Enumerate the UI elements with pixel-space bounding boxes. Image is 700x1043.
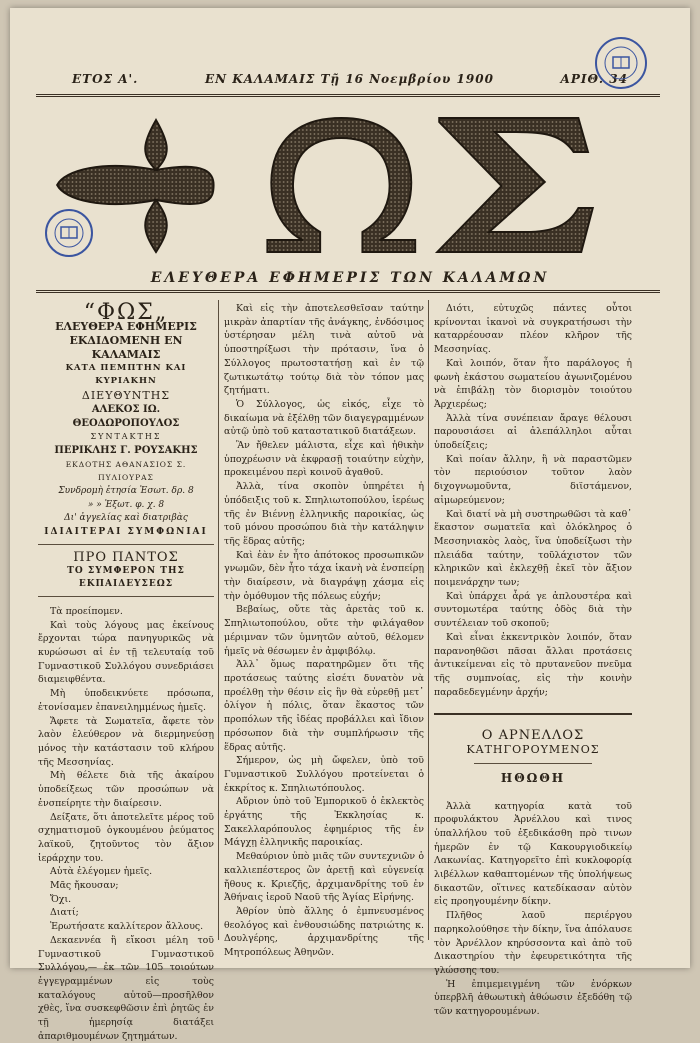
library-stamp-masthead-icon	[44, 208, 94, 258]
pub-line: ΔΙΕΥΘΥΝΤΗΣ	[81, 389, 171, 403]
pub-line: ΚΑΤΑ ΠΕΜΠΤΗΝ ΚΑΙ ΚΥΡΙΑΚΗΝ	[65, 362, 187, 387]
column-divider	[218, 300, 219, 940]
paragraph: Καὶ ὑπάρχει ἆρά γε ἁπλουστέρα καὶ συντομωτέρα ταύτης ὁδὸς διὰ τὴν συντέλειαν τοῦ σκοποῦ;	[434, 590, 632, 630]
pub-line: ΣΥΝΤΑΚΤΗΣ	[90, 432, 162, 442]
year-label: ΕΤΟΣ Α'.	[72, 72, 139, 86]
library-stamp-top-icon	[594, 36, 648, 90]
director-name: ΑΛΕΚΟΣ ΙΩ. ΘΕΟΔΩΡΟΠΟΥΛΟΣ	[72, 403, 180, 429]
paragraph: Καὶ εἰς τὴν ἀποτελεσθεῖσαν ταύτην μικρὰν ἀπαρτίαν τῆς ἀνάγκης, ἐνδόσιμος ὑστέρησαν μέλη τινὰ αὐτοῦ νὰ ὑποστηρίξωσι τὴν πρότασιν, ἵνα ὁ Σύλλογος πρωτοστατήσῃ καὶ ἐν τῷ ζωτικωτάτῳ τούτῳ διὰ τὸν τόπον μας ζητήματι.	[224, 303, 424, 397]
column-3	[434, 302, 632, 1019]
masthead-rule	[36, 290, 660, 293]
paragraph: Δείξατε, ὅτι ἀποτελεῖτε μέρος τοῦ σχηματισμοῦ ὀγκουμένου ῥεύματος λαϊκοῦ, ζητοῦντος τὸν ἄξιον ἱεράρχην του.	[38, 811, 214, 864]
paragraph: Διότι, εὐτυχῶς πάντες οὗτοι κρίνονται ἱκανοὶ νὰ συγκρατήσωσι τὴν καταρρέουσαν πλέον κλῆρον τῆς Μεσσηνίας.	[434, 303, 632, 356]
paragraph: Μὴ θέλετε διὰ τῆς ἀκαίρου ὑποδείξεως τῶν προσώπων νὰ ἐνσπείρητε τὴν διαίρεσιν.	[38, 770, 214, 809]
paragraph: Ὁ Σύλλογος, ὡς εἰκός, εἶχε τὸ δικαίωμα νὰ ἐξέλθῃ τῶν διαγεγραμμένων αὐτῷ ὑπὸ τοῦ καταστατικοῦ διατάξεων.	[224, 398, 424, 438]
publisher-line: ΕΚΔΟΤΗΣ ΑΘΑΝΑΣΙΟΣ Σ. ΠΥΛΙΟΥΡΑΣ	[65, 459, 187, 483]
paragraph: Ἄφετε τὰ Σωματεῖα, ἄφετε τὸν λαὸν ἐλεύθερον νὰ διερμηνεύσῃ μόνος τὴν κατάστασιν τοῦ κλήρου τῆς Μεσσηνίας.	[38, 715, 214, 768]
paragraph: Μὴ ὑποδεικνύετε πρόσωπα, ἐτονίσαμεν ἐπανειλημμένως ἡμεῖς.	[38, 688, 214, 713]
paragraph: Καὶ τοὺς λόγους μας ἐκείνους ἔρχονται τώρα πανηγυρικῶς νὰ κυρώσωσι αἱ ἐν τῇ τελευταίᾳ τοῦ Γυμναστικοῦ Συλλόγου συνεδριάσει διαμειφθέντα.	[38, 619, 214, 686]
column-1	[38, 302, 214, 1043]
header-line	[72, 72, 628, 86]
newspaper-page	[10, 8, 690, 1042]
place-date: ΕΝ ΚΑΛΑΜΑΙΣ Τῇ 16 Νοεμβρίου 1900	[204, 72, 494, 86]
masthead-title-art	[36, 100, 660, 272]
paragraph: Αὔριον ὑπὸ τοῦ Ἐμπορικοῦ ὁ ἐκλεκτὸς ἐργάτης τῆς Ἐκκλησίας κ. Σακελλαρόπουλος ἐφημέριος τῆς ἐν Μάγχῃ ἑλληνικῆς παροικίας.	[224, 796, 424, 849]
paragraph: Βεβαίως, οὔτε τὰς ἀρετὰς τοῦ κ. Σπηλιωτοπούλου, οὔτε τὴν φιλάγαθον μέριμναν τῶν ὑμνητῶν αὐτοῦ, θέλομεν ἡμεῖς νὰ θέσωμεν ἐν ἀμφιβόλῳ.	[224, 604, 424, 657]
paragraph: Ἀλλὰ, τίνα σκοπὸν ὑπηρέτει ἡ ὑπόδειξις τοῦ κ. Σπηλιωτοπούλου, ἱερέως τῆς ἐν Βιέννῃ ἑλληνικῆς παροικίας, ὡς τοῦ μόνου προσώπου διὰ τὴν κατάληψιν τῆς ἕδρας αὐτῆς;	[224, 481, 424, 547]
pub-line: ΕΚΔΙΔΟΜΕΝΗ ΕΝ ΚΑΛΑΜΑΙΣ	[69, 333, 183, 361]
column-2	[224, 302, 424, 960]
masthead	[36, 100, 660, 272]
paragraph: Καὶ εἶναι ἐκκεντρικὸν λοιπόν, ὅταν παρανοηθῶσι πᾶσαι ἄλλαι προτάσεις ἀντικείμεναι εἰς τὸ πρυτανεῦον πνεῦμα τῆς συμπνοίας, εἰς τὴν κοινὴν παραδεδεγμένην ἀρχήν;	[434, 631, 632, 698]
paragraph: Καὶ ποίαν ἄλλην, ἢ νὰ παραστῶμεν τὸν περιούσιον τοῦτον λαὸν διχογνωμοῦντα, διϊστάμενον, αἰμωρεύμενον;	[434, 453, 632, 506]
subscription-line: » » Ἐξωτ. φ. χ. 8	[87, 499, 165, 510]
paragraph: Τὰ προείπομεν.	[50, 605, 123, 617]
top-rule	[36, 94, 660, 97]
issue-number: ΑΡΙΘ. 34	[560, 72, 628, 86]
paragraph: Μᾶς ἤκουσαν;	[50, 880, 119, 892]
paragraph: Ἡ ἐπιμεμειγμένη τῶν ἐνόρκων ὑπερβλῆ ἀθωωτικὴ ἀθώωσιν ἐξεδόθη τῷ τῶν κατηγορουμένων.	[434, 978, 632, 1018]
paragraph: Καὶ ἐὰν ἐν ἦτο ἀπότοκος προσωπικῶν γνωμῶν, δὲν ἦτο τάχα ἱκανὴ νὰ ἐνσπείρῃ τὴν διαίρεσιν, νὰ διαγράψῃ χάσμα εἰς τὴν ὁμόθυμον τῆς πόλεως εὐχήν;	[224, 549, 424, 602]
publication-info-box	[38, 300, 214, 545]
paragraph: Ἂν ἤθελεν μάλιστα, εἶχε καὶ ἠθικὴν ὑποχρέωσιν νὰ ἐκφρασῇ τοιαύτην εὐχὴν, προκειμένου περὶ κοινοῦ ἀγαθοῦ.	[224, 440, 424, 479]
paragraph: Πλῆθος λαοῦ περιέργου παρηκολούθησε τὴν δίκην, ἵνα ἀπόλαυσε τὸν Ἀρνέλλον κηρύσσοντα καὶ ἀπὸ τοῦ Δικαστηρίου τὴν ἐφευρετικότητα τῆς γλώσσης του.	[434, 910, 632, 976]
paragraph: Σήμερον, ὡς μὴ ὤφελεν, ὑπὸ τοῦ Γυμναστικοῦ Συλλόγου προτείνεται ὁ ἐκκρίτος κ. Σπηλιωτόπουλος.	[224, 755, 424, 794]
paragraph: Ὄχι.	[50, 893, 72, 905]
paragraph: Αὐτὰ ἐλέγομεν ἡμεῖς.	[50, 866, 153, 878]
pub-line: ΕΛΕΥΘΕΡΑ ΕΦΗΜΕΡΙΣ	[55, 319, 197, 333]
article-verdict: ΗΘΩΘΗ	[500, 770, 566, 785]
editor-name: ΠΕΡΙΚΛΗΣ Γ. ΡΟΥΣΑΚΗΣ	[54, 444, 198, 456]
paragraph: Ἐρωτήσατε καλλίτερον ἄλλους.	[50, 921, 204, 933]
subscription-line: Συνδρομὴ ἐτησία Ἐσωτ. δρ. 8	[58, 486, 194, 497]
paragraph: Ἀλλὰ κατηγορία κατὰ τοῦ προφυλάκτου Ἀρνέλλου καὶ τινος ὑπαλλήλου τοῦ ἐξεδικάσθη πρὸ τινων ἡμερῶν ἐν τῷ Κακουργιοδικείῳ Λακωνίας. Κατηγορεῖτο ἐπὶ κυκλοφορίᾳ λιβέλλων καθαπτομένων τῆς ὑπολήψεως δικαστῶν, οἵτινες κατεδίκασαν αὐτὸν εἰς προηγουμένην δίκην.	[434, 800, 632, 908]
paragraph: Καὶ διατί νὰ μὴ συστηρωθῶσι τὰ καθ᾽ ἕκαστον σωματεῖα καὶ ὁλόκληρος ὁ Μεσσηνιακὸς λαὸς, ἵνα ὑποδείξωσι τὴν πλειάδα ταύτην, τοῦλάχιστον τῶν κληρικῶν καὶ ἐκλεχθῇ ἐκεῖ τὸν ἄξιον ποιμενάρχην των;	[434, 508, 632, 589]
masthead-subtitle: ΕΛΕΥΘΕΡΑ ΕΦΗΜΕΡΙΣ ΤΩΝ ΚΑΛΑΜΩΝ	[150, 270, 550, 286]
paragraph: Δεκαεννέα ἢ εἴκοσι μέλη τοῦ Γυμναστικοῦ Γυμναστικοῦ Συλλόγου,— ἐκ τῶν 105 τοιούτων ἐγγεγραμμένων εἰς τοὺς καταλόγους αὐτοῦ—προσῆλθον χθὲς, ἵνα συσκεφθῶσιν ἐπὶ ῥητῶς ἐν τῇ ἡμερησίᾳ διατάξει ἀπαριθμουμένων ζητημάτων.	[38, 934, 214, 1042]
section-rule	[434, 713, 632, 715]
paragraph: Ἀλλὰ τίνα συνέπειαν ἄραγε θέλουσι παρουσιάσει αἱ ἀλεπάλληλοι αὗται ὑποδείξεις;	[434, 412, 632, 452]
column-divider	[428, 300, 429, 940]
pub-line: ΙΔΙΑΙΤΕΡΑΙ ΣΥΜΦΩΝΙΑΙ	[44, 527, 208, 538]
paragraph: Διατί;	[50, 907, 79, 919]
paragraph: Μεθαύριον ὑπὸ μιᾶς τῶν συντεχνιῶν ὁ καλλιεπέστερος ὢν ἀρετῇ καὶ εὐγενείᾳ ἤθους κ. Κριεζῆς, ἀρχιμανδρίτης τοῦ ἐν Ἀθήναις ἱεροῦ Ναοῦ τῆς Ἁγίας Εἰρήνης.	[224, 851, 424, 904]
article-heading: Ο ΑΡΝΕΛΛΟΣ	[481, 728, 585, 744]
article-heading: ΠΡΟ ΠΑΝΤΟΣ	[73, 549, 179, 565]
pub-line: Δι' ἀγγελίας καὶ διατριβὰς	[64, 513, 188, 524]
article-subheading: ΤΟ ΣΥΜΦΕΡΟΝ ΤΗΣ ΕΚΠΑΙΔΕΥΣΕΩΣ	[38, 565, 214, 597]
paragraph: Ἀλλ᾽ ὅμως παρατηρῶμεν ὅτι τῆς προτάσεως ταύτης εἰσέτι δυνατὸν νὰ προέλθῃ τὴν θέσιν εἰς ἣν θὰ εὑρεθῇ μετ᾽ ὀλίγον ἡ πόλις, ὅταν ἕκαστος τῶν προπόλων τῆς ἰδέας προβάλλει καὶ ἴδιον πρόσωπον διὰ τὴν συμπλήρωσιν τῆς ἕδρας αὐτῆς.	[224, 659, 424, 753]
paragraph: Ἀθρίον ὑπὸ ἄλλης ὁ ἐμπνευσμένος θεολόγος καὶ ἐνθουσιώδης πατριώτης κ. Δουλγέρης, ἀρχιμανδρίτης τῆς Μητροπόλεως Ἀθηνῶν.	[224, 905, 424, 959]
paragraph: Καὶ λοιπόν, ὅταν ἦτο παράλογος ἡ φωνὴ ἑκάστου σωματείου ἀγωνιζομένου νὰ ἐπιβάλῃ τὸν διορισμὸν τοιούτου Ἀρχιερέως;	[434, 357, 632, 410]
article-subheading: ΚΑΤΗΓΟΡΟΥΜΕΝΟΣ	[466, 743, 600, 757]
heading-rule	[474, 763, 592, 764]
publication-name: “ΦΩΣ„	[83, 300, 169, 325]
